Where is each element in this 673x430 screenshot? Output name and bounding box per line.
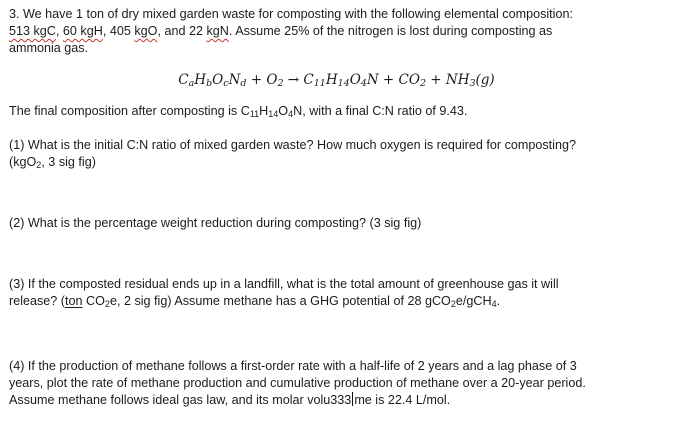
- final-comp-prefix: The final composition after composting is: [9, 104, 241, 118]
- nitrogen-mass: kgN: [206, 24, 229, 38]
- part-1-line-1: (1) What is the initial C:N ratio of mixed garden waste? How much oxygen is required for composting?: [9, 138, 576, 152]
- part-3-line-1: (3) If the composted residual ends up in a landfill, what is the total amount of greenhouse gas it will: [9, 277, 559, 291]
- final-comp-suffix: , with a final C:N ratio of 9.43.: [302, 104, 468, 118]
- intro-line-3: ammonia gas.: [9, 41, 89, 55]
- intro-paragraph: 3. We have 1 ton of dry mixed garden waste for composting with the following elemental composition: 513 kgC, 60 kgH, 405 kgO, and 22 kgN. Assume 25% of the nitrogen is lost during composting as ammonia gas.: [9, 7, 573, 55]
- intro-line-1: 3. We have 1 ton of dry mixed garden waste for composting with the following elemental composition:: [9, 7, 573, 21]
- part-4-question: [9, 358, 664, 409]
- part-4-line-3a: Assume methane follows ideal gas law, and its molar volu333: [9, 393, 352, 407]
- and-text: , and 22: [157, 24, 207, 38]
- final-composition: The final composition after composting is $C_{11}H_{14}O_4N$, with a final C:N ratio of 9.43.: [9, 104, 468, 119]
- oxygen-mass: kgO: [134, 24, 158, 38]
- part-1-question: (1) What is the initial C:N ratio of mixed garden waste? How much oxygen is required for composting? (kgO$_2$, 3 sig fig): [9, 138, 576, 170]
- part-2-line-1: (2) What is the percentage weight reduction during composting? (3 sig fig): [9, 216, 422, 230]
- part-2-question: [9, 215, 664, 232]
- part-4-line-2: years, plot the rate of methane production and cumulative production of methane over a 20-year period.: [9, 376, 586, 390]
- hydrogen-mass: 60 kgH: [62, 24, 103, 38]
- part-4-line-3b: me is 22.4 L/mol.: [354, 393, 451, 407]
- intro-line-2-tail: . Assume 25% of the nitrogen is lost during composting as: [228, 24, 553, 38]
- carbon-mass: 513 kgC: [9, 24, 56, 38]
- part-3-question: (3) If the composted residual ends up in a landfill, what is the total amount of greenhouse gas it will release? (ton $CO_2e$, 2 sig fig) Assume methane has a GHG potential of 28 gCO$_2$e/gCH$_4$.: [9, 277, 559, 309]
- reaction-equation: $C_aH_bO_cN_d + O_2 \to C_{11}H_{14}O_4N + CO_2 + NH_3(g)$: [178, 72, 495, 89]
- part-4-line-1: (4) If the production of methane follows a first-order rate with a half-life of 2 years and a lag phase of 3: [9, 359, 577, 373]
- ton-unit: ton: [65, 294, 83, 308]
